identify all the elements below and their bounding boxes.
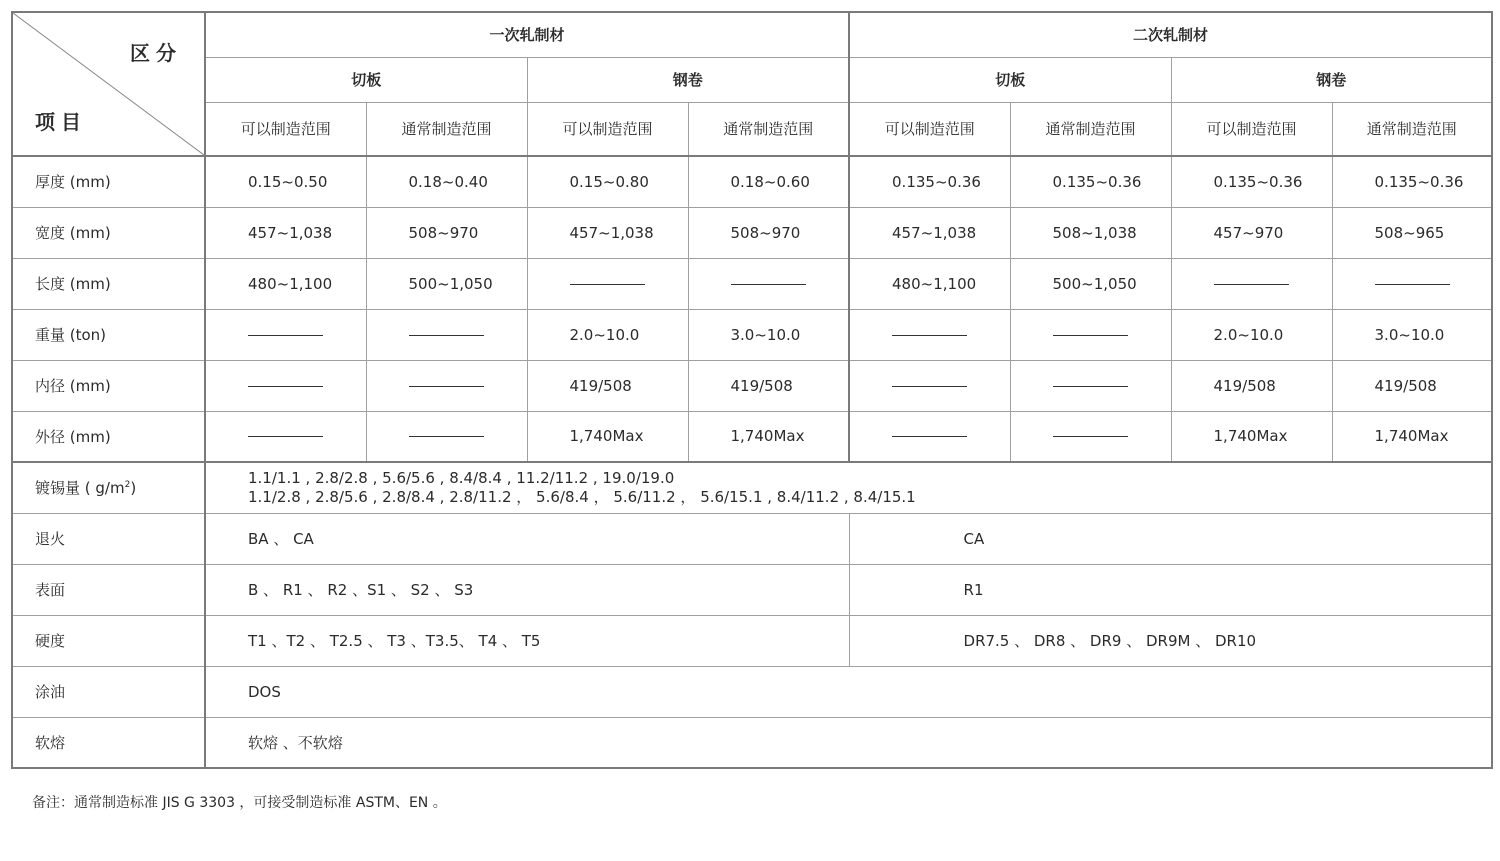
row-tin-coating xyxy=(12,462,1492,513)
dash-line xyxy=(409,436,484,437)
value-cell: 0.18~0.60 xyxy=(688,156,849,207)
range-possible: 可以制造范围 xyxy=(1171,102,1332,156)
dash-line xyxy=(892,436,967,437)
row-label: 厚度 (mm) xyxy=(12,156,205,207)
form-primary-sheet: 切板 xyxy=(205,57,527,102)
row-label: 外径 (mm) xyxy=(12,411,205,462)
dash-cell xyxy=(366,411,527,462)
dash-cell xyxy=(849,411,1010,462)
value-cell: 0.15~0.50 xyxy=(205,156,366,207)
dash-cell xyxy=(1010,411,1171,462)
footnote: 备注：通常制造标准 JIS G 3303 ，可接受制造标准 ASTM、EN 。 xyxy=(32,795,447,811)
hardness-secondary: DR7.5 、 DR8 、 DR9 、 DR9M 、 DR10 xyxy=(849,615,1492,666)
value-cell: 457~1,038 xyxy=(205,207,366,258)
corner-bottom-label: 项目 xyxy=(35,110,87,134)
header-row-forms xyxy=(12,57,1492,102)
tin-line-2: 1.1/2.8 , 2.8/5.6 , 2.8/8.4 , 2.8/11.2 ， 5.6/8.4 ， 5.6/11.2 ， 5.6/15.1 , 8.4/11.2 , 8.4/15.1 xyxy=(248,487,916,506)
value-cell: 0.18~0.40 xyxy=(366,156,527,207)
dash-line xyxy=(1214,284,1289,285)
surface-primary: B 、 R1 、 R2 、S1 、 S2 、 S3 xyxy=(205,564,849,615)
row-anneal xyxy=(12,513,1492,564)
oiling-value: DOS xyxy=(205,666,1492,717)
hardness-primary: T1 、T2 、 T2.5 、 T3 、T3.5、 T4 、 T5 xyxy=(205,615,849,666)
value-cell: 0.135~0.36 xyxy=(1332,156,1492,207)
row-label-anneal: 退火 xyxy=(12,513,205,564)
value-cell: 1,740Max xyxy=(688,411,849,462)
table-row xyxy=(12,411,1492,462)
row-hardness xyxy=(12,615,1492,666)
corner-cell xyxy=(12,12,205,156)
dash-line xyxy=(409,386,484,387)
range-usual: 通常制造范围 xyxy=(1332,102,1492,156)
dash-line xyxy=(892,335,967,336)
form-secondary-sheet: 切板 xyxy=(849,57,1171,102)
value-cell: 0.135~0.36 xyxy=(849,156,1010,207)
row-label-surface: 表面 xyxy=(12,564,205,615)
reflow-value: 软熔 、不软熔 xyxy=(205,717,1492,768)
value-cell: 419/508 xyxy=(527,360,688,411)
dash-cell xyxy=(1010,360,1171,411)
value-cell: 2.0~10.0 xyxy=(1171,309,1332,360)
dash-cell xyxy=(849,360,1010,411)
dash-cell xyxy=(205,360,366,411)
tin-values xyxy=(205,462,1492,513)
value-cell: 2.0~10.0 xyxy=(527,309,688,360)
row-label: 重量 (ton) xyxy=(12,309,205,360)
value-cell: 480~1,100 xyxy=(205,258,366,309)
dash-line xyxy=(248,386,323,387)
value-cell: 0.135~0.36 xyxy=(1171,156,1332,207)
value-cell: 1,740Max xyxy=(1332,411,1492,462)
dash-line xyxy=(1053,335,1128,336)
dash-line xyxy=(731,284,806,285)
row-reflow xyxy=(12,717,1492,768)
table-row xyxy=(12,207,1492,258)
table-row xyxy=(12,258,1492,309)
value-cell: 500~1,050 xyxy=(1010,258,1171,309)
surface-secondary: R1 xyxy=(849,564,1492,615)
value-cell: 508~970 xyxy=(688,207,849,258)
dash-cell xyxy=(205,309,366,360)
row-label-hardness: 硬度 xyxy=(12,615,205,666)
dash-line xyxy=(248,436,323,437)
value-cell: 1,740Max xyxy=(1171,411,1332,462)
dash-cell xyxy=(1010,309,1171,360)
row-label-reflow: 软熔 xyxy=(12,717,205,768)
dash-cell xyxy=(205,411,366,462)
dash-line xyxy=(1375,284,1450,285)
range-possible: 可以制造范围 xyxy=(205,102,366,156)
header-row-groups xyxy=(12,12,1492,57)
row-label: 宽度 (mm) xyxy=(12,207,205,258)
dimension-rows xyxy=(12,156,1492,462)
dash-cell xyxy=(527,258,688,309)
range-usual: 通常制造范围 xyxy=(366,102,527,156)
tin-line-1: 1.1/1.1 , 2.8/2.8 , 5.6/5.6 , 8.4/8.4 , 11.2/11.2 , 19.0/19.0 xyxy=(248,468,675,487)
dash-cell xyxy=(849,309,1010,360)
value-cell: 0.135~0.36 xyxy=(1010,156,1171,207)
form-secondary-coil: 钢卷 xyxy=(1171,57,1492,102)
table-row xyxy=(12,360,1492,411)
dash-cell xyxy=(1332,258,1492,309)
value-cell: 419/508 xyxy=(688,360,849,411)
row-surface xyxy=(12,564,1492,615)
dash-line xyxy=(1053,386,1128,387)
dash-cell xyxy=(1171,258,1332,309)
value-cell: 508~1,038 xyxy=(1010,207,1171,258)
row-label-oiling: 涂油 xyxy=(12,666,205,717)
dash-line xyxy=(892,386,967,387)
table-row xyxy=(12,156,1492,207)
table-row xyxy=(12,309,1492,360)
value-cell: 3.0~10.0 xyxy=(688,309,849,360)
dash-cell xyxy=(688,258,849,309)
row-label-tin: 镀锡量 ( $g/m^2$) xyxy=(12,462,205,513)
value-cell: 457~1,038 xyxy=(849,207,1010,258)
row-label: 内径 (mm) xyxy=(12,360,205,411)
form-primary-coil: 钢卷 xyxy=(527,57,849,102)
anneal-primary: BA 、 CA xyxy=(205,513,849,564)
dash-line xyxy=(1053,436,1128,437)
range-possible: 可以制造范围 xyxy=(527,102,688,156)
dash-cell xyxy=(366,309,527,360)
value-cell: 500~1,050 xyxy=(366,258,527,309)
value-cell: 1,740Max xyxy=(527,411,688,462)
header-row-ranges xyxy=(12,102,1492,156)
range-usual: 通常制造范围 xyxy=(688,102,849,156)
range-usual: 通常制造范围 xyxy=(1010,102,1171,156)
row-label: 长度 (mm) xyxy=(12,258,205,309)
dash-line xyxy=(248,335,323,336)
value-cell: 508~970 xyxy=(366,207,527,258)
value-cell: 457~1,038 xyxy=(527,207,688,258)
dash-line xyxy=(409,335,484,336)
value-cell: 419/508 xyxy=(1171,360,1332,411)
value-cell: 0.15~0.80 xyxy=(527,156,688,207)
range-possible: 可以制造范围 xyxy=(849,102,1010,156)
value-cell: 419/508 xyxy=(1332,360,1492,411)
value-cell: 457~970 xyxy=(1171,207,1332,258)
corner-top-label: 区分 xyxy=(130,41,182,65)
anneal-secondary: CA xyxy=(849,513,1492,564)
value-cell: 480~1,100 xyxy=(849,258,1010,309)
value-cell: 3.0~10.0 xyxy=(1332,309,1492,360)
value-cell: 508~965 xyxy=(1332,207,1492,258)
spec-table xyxy=(11,11,1493,769)
row-oiling xyxy=(12,666,1492,717)
group-primary: 一次轧制材 xyxy=(205,12,849,57)
group-secondary: 二次轧制材 xyxy=(849,12,1492,57)
dash-cell xyxy=(366,360,527,411)
dash-line xyxy=(570,284,645,285)
